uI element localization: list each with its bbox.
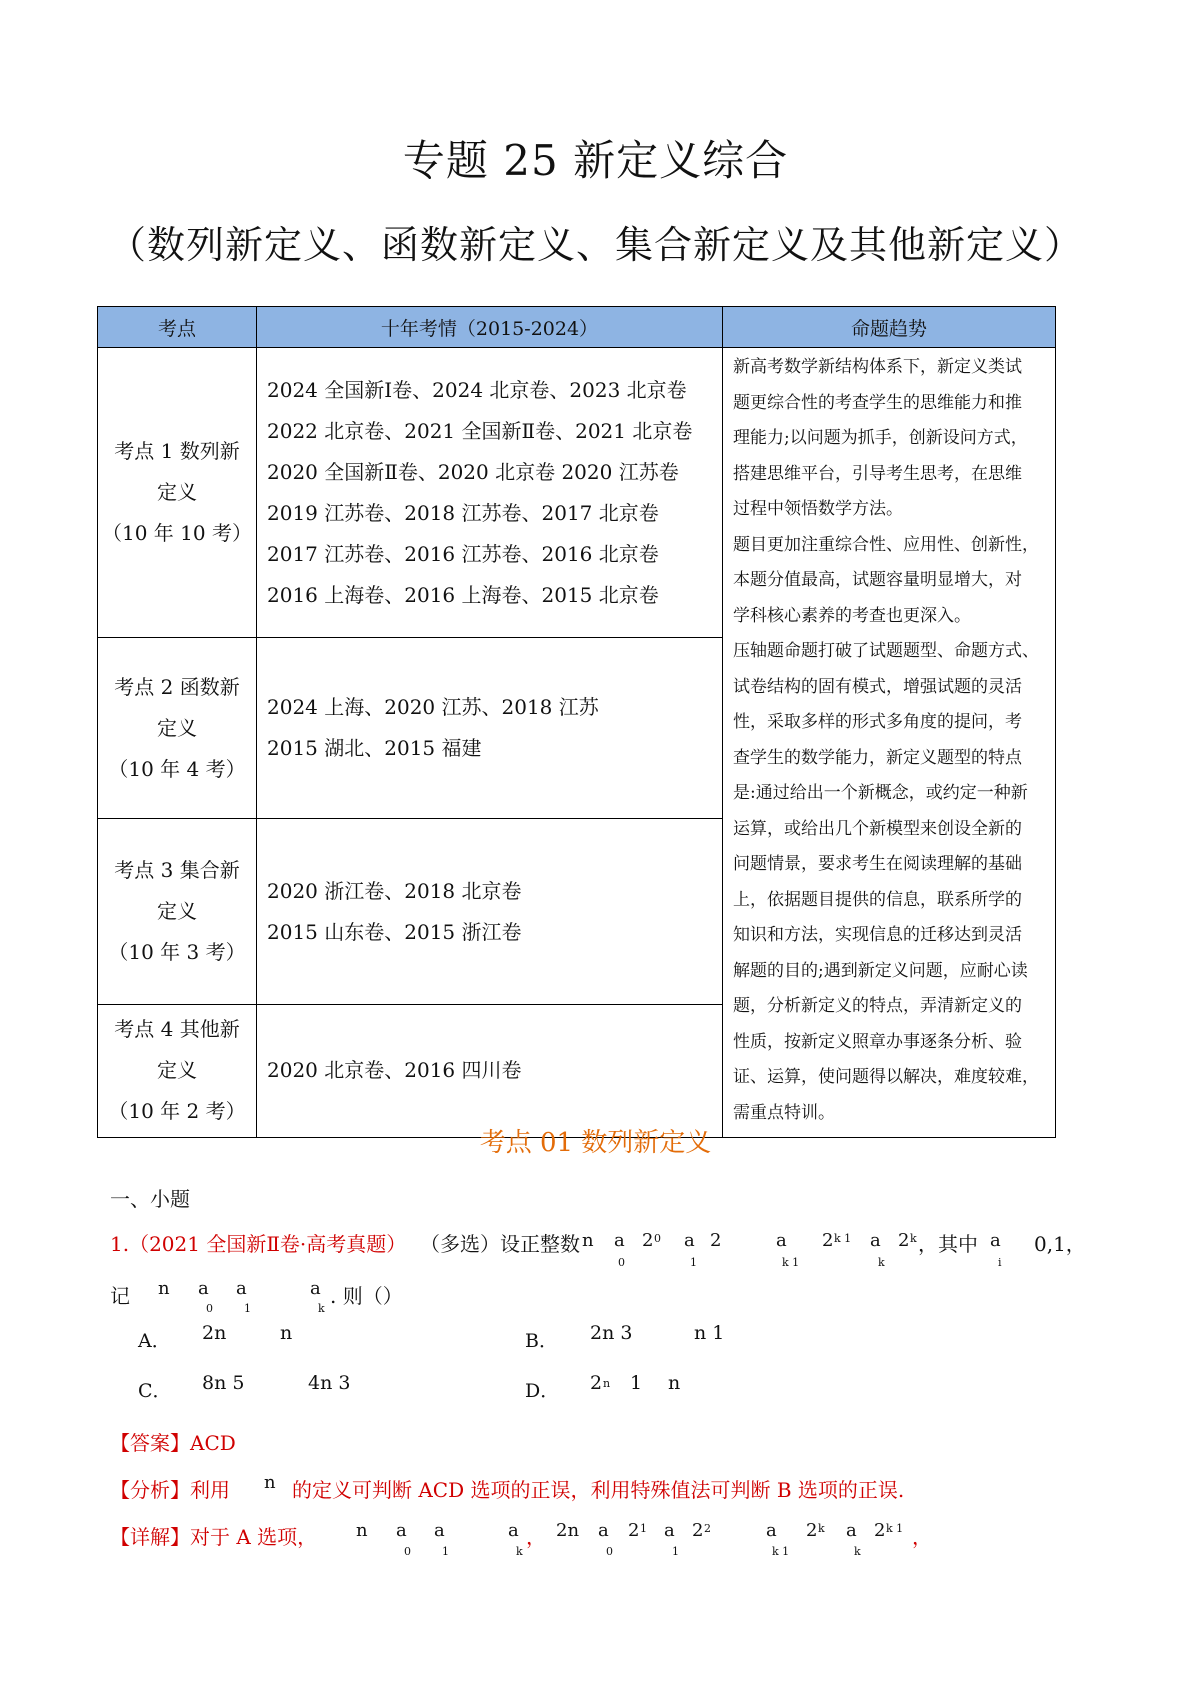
math-subscript: 1 — [690, 1256, 697, 1269]
trend-line: 题目更加注重综合性、应用性、创新性， — [733, 534, 1039, 555]
math-subscript: k 1 — [782, 1256, 800, 1269]
analysis-text: 利用 — [190, 1478, 230, 1502]
option-a-label: A． — [138, 1330, 171, 1352]
topic-line: 定义 — [157, 1058, 197, 1083]
math-superscript: 2 — [704, 1522, 711, 1535]
trend-line: 知识和方法，实现信息的迁移达到灵活 — [733, 925, 1022, 945]
answer-label — [110, 1427, 236, 1456]
trend-line: 解题的目的;遇到新定义问题，应耐心读 — [733, 960, 1028, 981]
math-symbol: 2n — [556, 1520, 580, 1541]
question-text: ，其中 — [918, 1232, 978, 1256]
math-subscript: 0 — [404, 1545, 411, 1558]
topic-line: （10 年 4 考） — [108, 756, 246, 781]
header-years: 十年考情（2015-2024） — [257, 307, 723, 348]
trend-line: 查学生的数学能力，新定义题型的特点 — [733, 747, 1022, 768]
detail-text: ， — [526, 1525, 546, 1549]
years-line: 2015 山东卷、2015 浙江卷 — [267, 919, 522, 944]
math-symbol: n — [356, 1520, 368, 1541]
topic-line: 定义 — [157, 715, 197, 740]
math-subscript: k — [318, 1302, 325, 1315]
math-symbol: n — [582, 1230, 594, 1251]
years-line: 2015 湖北、2015 福建 — [267, 736, 482, 761]
math-symbol: 2 — [898, 1230, 910, 1251]
option-c-label: C． — [138, 1380, 172, 1402]
math-symbol: a — [846, 1520, 857, 1541]
math-symbol: a — [508, 1520, 519, 1541]
answer-value: ACD — [190, 1431, 236, 1455]
question-text: 0,1， — [1034, 1232, 1086, 1256]
topic-line: 考点 3 集合新 — [114, 858, 240, 883]
math-subscript: 0 — [606, 1545, 613, 1558]
section-title: 考点 01 数列新定义 — [479, 1128, 712, 1158]
years-line: 2020 浙江卷、2018 北京卷 — [267, 878, 522, 903]
topic-cell — [98, 819, 257, 1005]
detail-label: 【详解】 — [110, 1525, 190, 1549]
table-header-row — [98, 307, 1056, 348]
math-superscript: k 1 — [886, 1522, 904, 1535]
math-symbol: 2 — [806, 1520, 818, 1541]
trend-line: 本题分值最高，试题容量明显增大，对 — [733, 570, 1022, 590]
trend-line: 题更综合性的考查学生的思维能力和推 — [733, 392, 1022, 413]
option-b-expr: n 1 — [694, 1322, 725, 1344]
question-text: （多选）设正整数 — [420, 1232, 580, 1256]
math-symbol: a — [236, 1278, 247, 1299]
years-cell — [257, 638, 723, 819]
years-line: 2016 上海卷、2016 上海卷、2015 北京卷 — [267, 582, 659, 607]
option-a-expr: 2n — [202, 1322, 227, 1344]
math-symbol: a — [198, 1278, 209, 1299]
math-symbol: a — [990, 1230, 1001, 1251]
option-a-expr: n — [280, 1322, 293, 1344]
math-subscript: 1 — [672, 1545, 679, 1558]
trend-line: 过程中领悟数学方法。 — [733, 499, 903, 519]
header-topic: 考点 — [98, 307, 257, 348]
analysis-label: 【分析】 — [110, 1478, 190, 1502]
math-symbol: a — [664, 1520, 675, 1541]
topic-line: （10 年 2 考） — [108, 1099, 246, 1124]
math-subscript: k — [854, 1545, 861, 1558]
trend-line: 性质，按新定义照章办事逐条分析、验 — [733, 1031, 1022, 1052]
header-trend: 命题趋势 — [723, 307, 1056, 348]
math-superscript: k 1 — [834, 1232, 852, 1245]
math-symbol: a — [776, 1230, 787, 1251]
math-subscript: k — [516, 1545, 523, 1558]
topic-line: 定义 — [157, 899, 197, 924]
trend-line: 是:通过给出一个新概念，或约定一种新 — [733, 783, 1028, 803]
page-title: 专题 25 新定义综合 — [402, 136, 789, 185]
years-cell — [257, 348, 723, 638]
analysis-text: 的定义可判断 ACD 选项的正误，利用特殊值法可判断 B 选项的正误. — [292, 1478, 905, 1502]
math-symbol: a — [870, 1230, 881, 1251]
math-subscript: k 1 — [772, 1545, 790, 1558]
table-row — [98, 348, 1056, 638]
math-symbol: 2 — [642, 1230, 654, 1251]
question-text: . 则（） — [330, 1284, 403, 1308]
analysis-line — [110, 1474, 230, 1503]
detail-line — [110, 1521, 317, 1550]
option-d-label: D． — [525, 1380, 560, 1402]
topic-line: 定义 — [157, 480, 197, 505]
math-superscript: k — [910, 1232, 917, 1245]
math-symbol: 2 — [874, 1520, 886, 1541]
years-line: 2017 江苏卷、2016 江苏卷、2016 北京卷 — [267, 541, 659, 566]
math-symbol: n — [158, 1278, 170, 1299]
trend-line: 学科核心素养的考查也更深入。 — [733, 605, 971, 626]
trend-line: 运算，或给出几个新模型来创设全新的 — [733, 818, 1022, 839]
math-subscript: k — [878, 1256, 885, 1269]
topic-line: 考点 4 其他新 — [114, 1017, 240, 1042]
math-subscript: 1 — [244, 1302, 251, 1315]
math-subscript: 1 — [442, 1545, 449, 1558]
trend-line: 需重点特训。 — [733, 1102, 835, 1123]
option-d-expr: n — [668, 1372, 681, 1394]
trend-line: 搭建思维平台，引导考生思考，在思维 — [733, 463, 1022, 484]
detail-text: ， — [912, 1525, 932, 1549]
option-b-label: B． — [525, 1330, 558, 1352]
exam-points-table — [97, 306, 1056, 1138]
math-subscript: 0 — [618, 1256, 625, 1269]
math-superscript: n — [603, 1377, 611, 1390]
years-cell — [257, 1004, 723, 1137]
trend-line: 性，采取多样的形式多角度的提问，考 — [733, 712, 1022, 732]
page-subtitle: （数列新定义、函数新定义、集合新定义及其他新定义） — [107, 223, 1083, 267]
trend-line: 试卷结构的固有模式，增强试题的灵活 — [733, 676, 1022, 697]
math-symbol: a — [598, 1520, 609, 1541]
question-text: 记 — [110, 1284, 130, 1308]
years-line: 2020 全国新Ⅱ卷、2020 北京卷 2020 江苏卷 — [267, 459, 679, 484]
math-symbol: a — [614, 1230, 625, 1251]
detail-text: 对于 A 选项， — [190, 1525, 318, 1549]
trend-line: 新高考数学新结构体系下，新定义类试 — [733, 357, 1022, 377]
answer-label-text: 【答案】 — [110, 1431, 190, 1455]
topic-line: （10 年 3 考） — [108, 940, 246, 965]
math-superscript: 1 — [640, 1522, 647, 1535]
years-line: 2024 上海、2020 江苏、2018 江苏 — [267, 695, 599, 720]
math-symbol: a — [310, 1278, 321, 1299]
topic-cell — [98, 1004, 257, 1137]
math-symbol: 2 — [822, 1230, 834, 1251]
topic-line: 考点 2 函数新 — [114, 674, 240, 699]
trend-line: 理能力;以问题为抓手，创新设问方式， — [733, 428, 1028, 448]
trend-line: 问题情景，要求考生在阅读理解的基础 — [733, 854, 1022, 874]
question-source: 1.（2021 全国新Ⅱ卷·高考真题） — [110, 1232, 407, 1256]
math-symbol: a — [766, 1520, 777, 1541]
trend-line: 题，分析新定义的特点，弄清新定义的 — [733, 996, 1022, 1016]
trend-line: 证、运算，使问题得以解决，难度较难， — [733, 1067, 1039, 1087]
years-line: 2022 北京卷、2021 全国新Ⅱ卷、2021 北京卷 — [267, 418, 693, 443]
math-subscript: i — [998, 1256, 1002, 1269]
trend-line: 上，依据题目提供的信息，联系所学的 — [733, 889, 1022, 910]
option-c-expr: 8n 5 — [202, 1372, 245, 1394]
math-symbol: 2 — [692, 1520, 704, 1541]
math-symbol: 2 — [628, 1520, 640, 1541]
math-symbol: n — [264, 1472, 276, 1493]
subheading: 一、小题 — [110, 1187, 190, 1211]
years-cell — [257, 819, 723, 1005]
math-symbol: a — [434, 1520, 445, 1541]
years-line: 2024 全国新Ⅰ卷、2024 北京卷、2023 北京卷 — [267, 377, 687, 402]
math-superscript: 0 — [654, 1232, 661, 1245]
years-line: 2020 北京卷、2016 四川卷 — [267, 1058, 522, 1083]
topic-cell — [98, 638, 257, 819]
trend-line: 压轴题命题打破了试题题型、命题方式、 — [733, 641, 1039, 661]
option-c-expr: 4n 3 — [308, 1372, 351, 1394]
math-symbol: a — [684, 1230, 695, 1251]
trend-cell — [723, 348, 1056, 1138]
topic-line: 考点 1 数列新 — [114, 439, 240, 464]
option-d-expr: 2 — [590, 1372, 603, 1394]
math-superscript: k — [818, 1522, 825, 1535]
topic-line: （10 年 10 考） — [102, 521, 252, 546]
math-subscript: 0 — [206, 1302, 213, 1315]
years-line: 2019 江苏卷、2018 江苏卷、2017 北京卷 — [267, 500, 659, 525]
option-b-expr: 2n 3 — [590, 1322, 633, 1344]
option-d-expr: 1 — [630, 1372, 643, 1394]
math-symbol: a — [396, 1520, 407, 1541]
topic-cell — [98, 348, 257, 638]
math-symbol: 2 — [710, 1230, 722, 1251]
